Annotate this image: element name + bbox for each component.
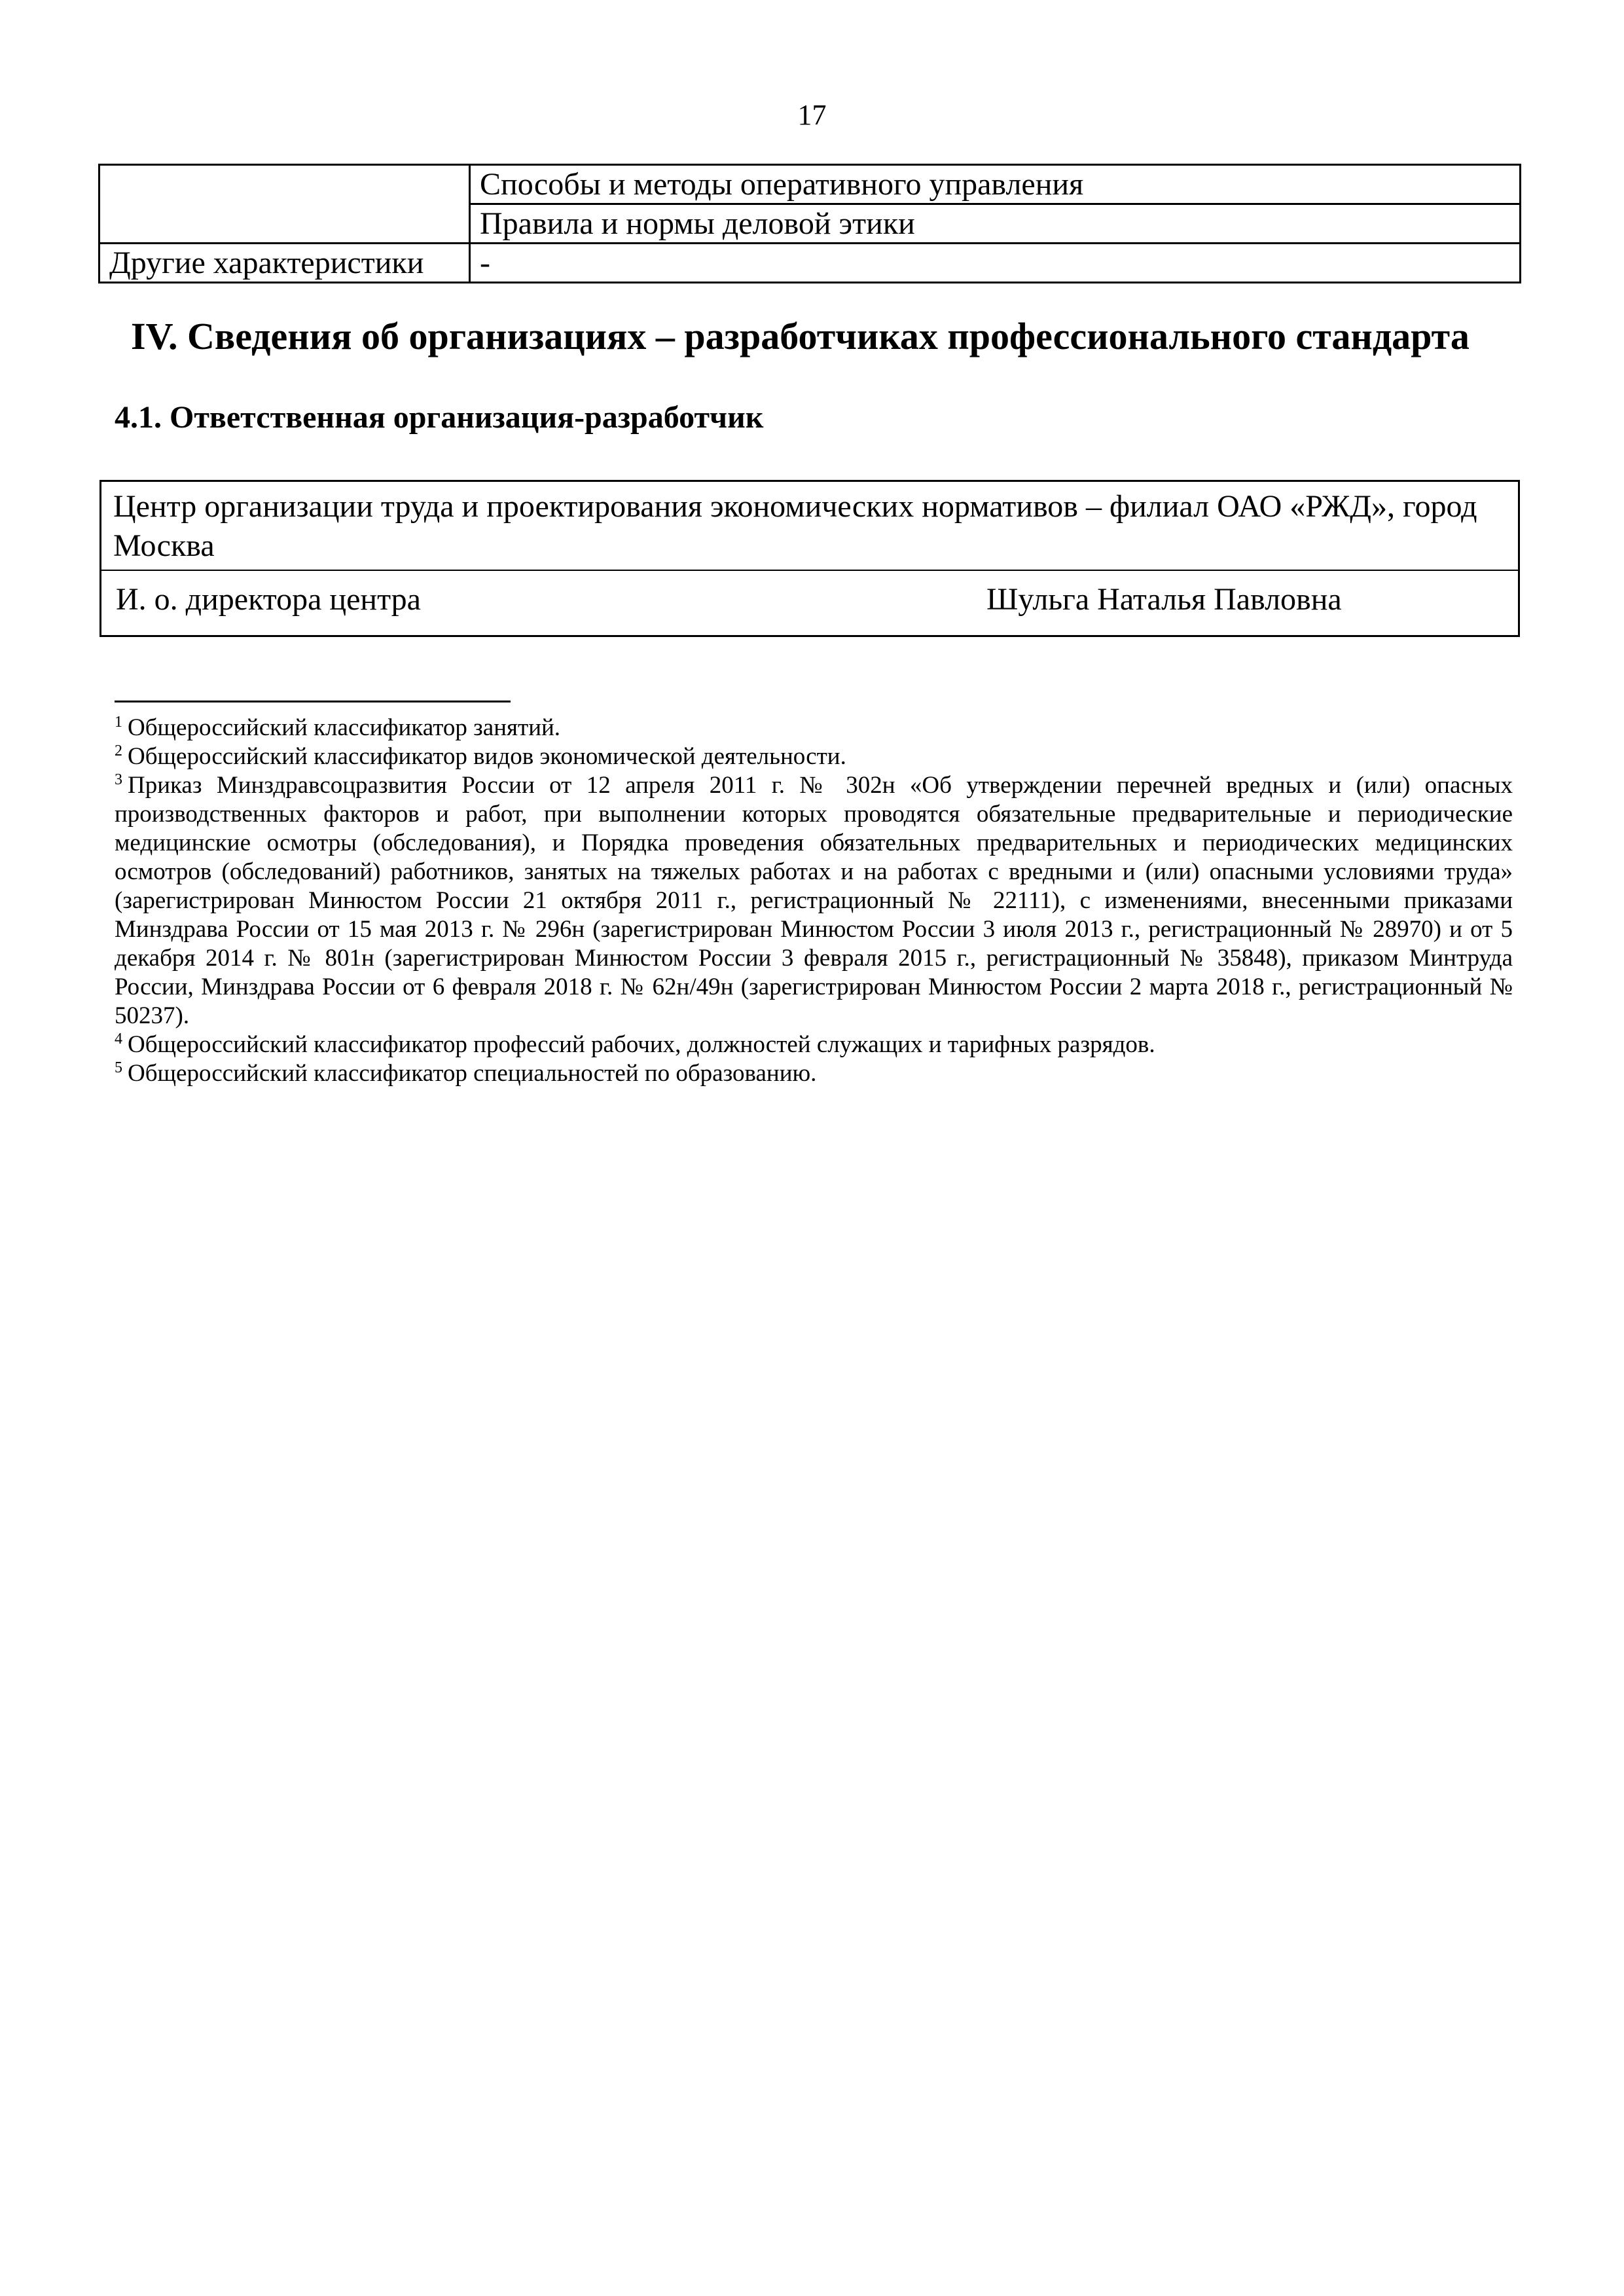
table-cell-value: Способы и методы оперативного управления	[470, 165, 1521, 204]
table-cell-value: -	[470, 244, 1521, 283]
footnote-number: 5	[115, 1059, 122, 1076]
organization-name: Центр организации труда и проектирования экономических нормативов – филиал ОАО «РЖД», город Москва	[113, 489, 1477, 563]
divider	[101, 570, 1518, 571]
sub-heading: 4.1. Ответственная организация-разработчик	[115, 400, 764, 435]
footnote-text: Общероссийский классификатор занятий.	[128, 714, 561, 741]
section-heading: IV. Сведения об организациях – разработчиках профессионального стандарта	[131, 315, 1470, 357]
organization-person: Шульга Наталья Павловна	[986, 582, 1342, 617]
footnote	[115, 714, 1513, 742]
footnote-text: Общероссийский классификатор профессий рабочих, должностей служащих и тарифных разрядов.	[128, 1031, 1155, 1058]
table-cell-label: Другие характеристики	[99, 244, 470, 283]
table-cell-label	[99, 165, 470, 204]
footnote-text: Общероссийский классификатор видов экономической деятельности.	[128, 743, 846, 770]
footnote-number: 2	[115, 742, 122, 759]
footnote	[115, 742, 1513, 771]
footnote-number: 3	[115, 771, 122, 788]
table-row	[99, 244, 1521, 283]
footnote-number: 1	[115, 713, 122, 731]
footnote-text: Общероссийский классификатор специальностей по образованию.	[128, 1060, 817, 1087]
footnotes	[115, 714, 1513, 1088]
organization-box	[99, 480, 1520, 637]
footnote	[115, 1030, 1513, 1059]
table-cell-label	[99, 204, 470, 244]
characteristics-table	[98, 164, 1521, 283]
table-cell-value: Правила и нормы деловой этики	[470, 204, 1521, 244]
table-row	[99, 165, 1521, 204]
table-row	[99, 204, 1521, 244]
footnote-text: Приказ Минздравсоцразвития России от 12 апреля 2011 г. № 302н «Об утверждении перечней вредных и (или) опасных производственных факторов и работ, при выполнении которых проводятся обязательные предварительные и периодические медицинские осмотры (обследования), и Порядка проведения обязательных предварительных и периодических медицинских осмотров (обследований) работников, занятых на тяжелых работах и на работах с вредными и (или) опасными условиями труда» (зарегистрирован Минюстом России 21 октября 2011 г., регистрационный № 22111), с изменениями, внесенными приказами Минздрава России от 15 мая 2013 г. № 296н (зарегистрирован Минюстом России 3 июля 2013 г., регистрационный № 28970) и от 5 декабря 2014 г. № 801н (зарегистрирован Минюстом России 3 февраля 2015 г., регистрационный № 35848), приказом Минтруда России, Минздрава России от 6 февраля 2018 г. № 62н/49н (зарегистрирован Минюстом России 2 марта 2018 г., регистрационный № 50237).	[115, 772, 1513, 1029]
footnote-rule	[115, 701, 511, 702]
footnote	[115, 1059, 1513, 1088]
page-number: 17	[797, 99, 827, 131]
organization-position: И. о. директора центра	[116, 582, 421, 617]
footnote	[115, 771, 1513, 1030]
footnote-number: 4	[115, 1030, 122, 1048]
